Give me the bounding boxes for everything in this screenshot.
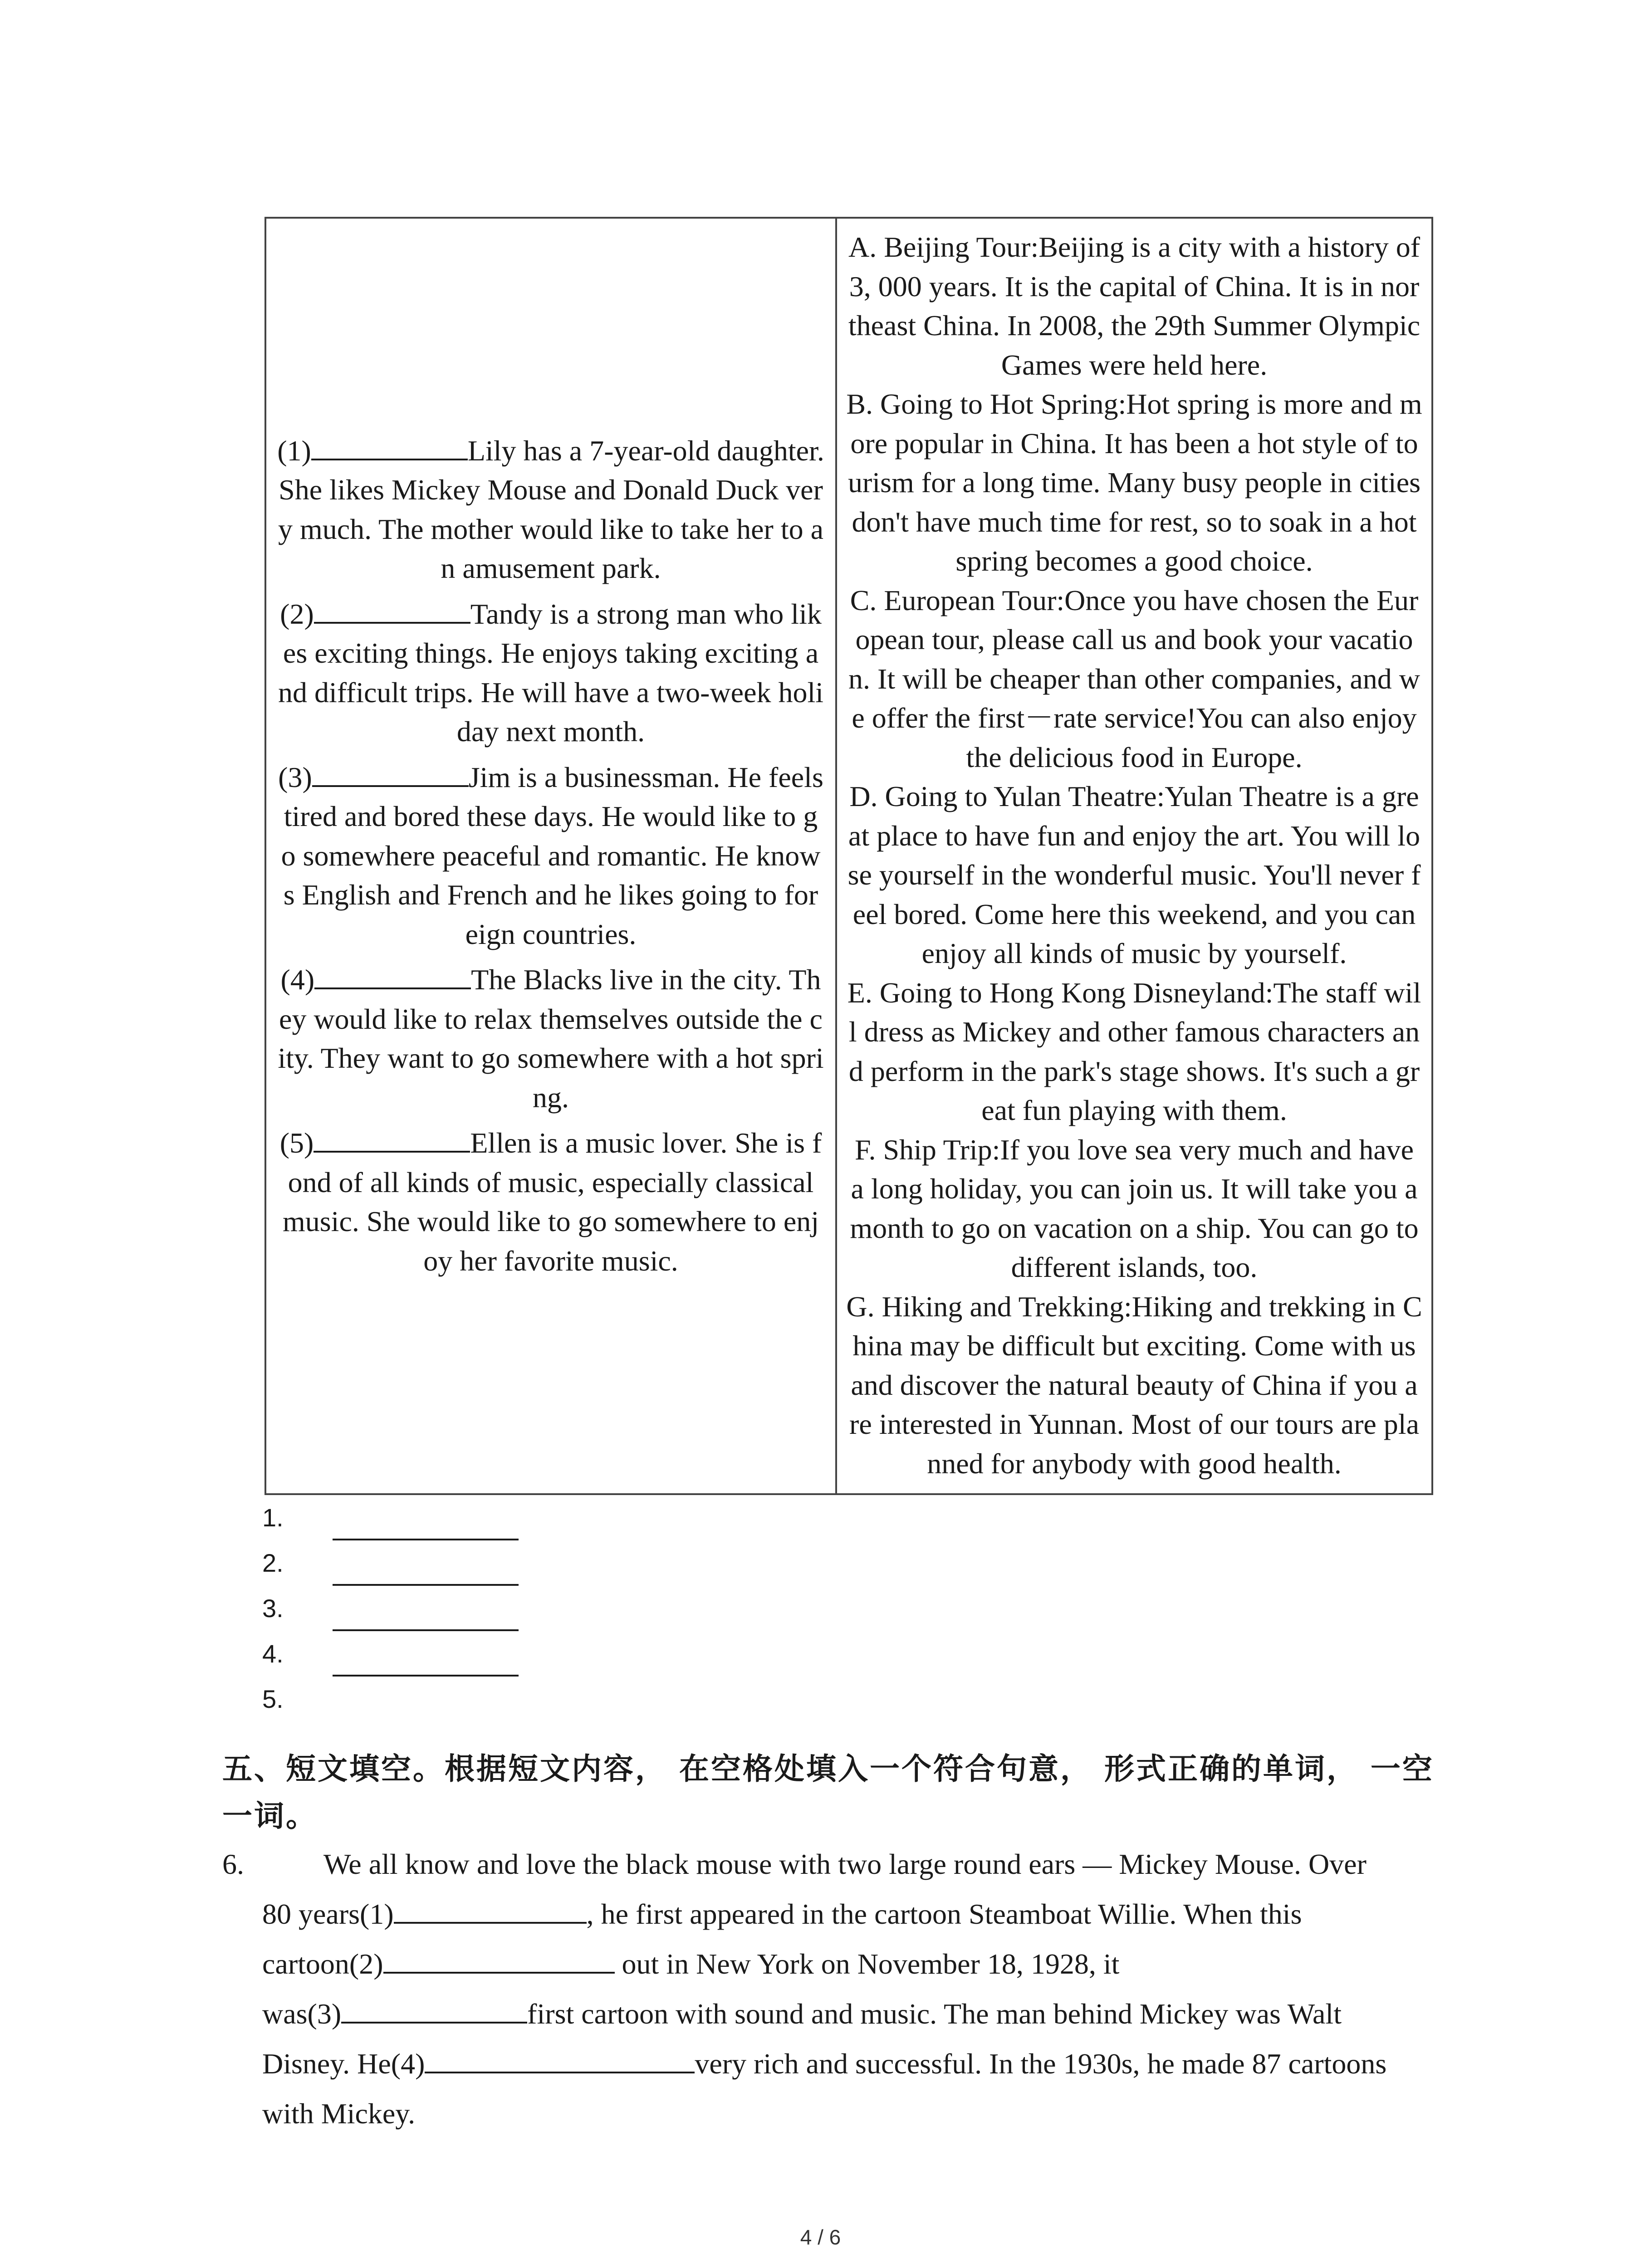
answer-blank[interactable] xyxy=(333,1584,519,1586)
person-item-5 xyxy=(277,1124,824,1281)
option-d: D. Going to Yulan Theatre:Yulan Theatre is a great place to have fun and enjoy the art. You will lose yourself in the wonderful music. You'll never feel bored. Come here this weekend, and you can enjoy all kinds of music by yourself. xyxy=(847,780,1421,969)
item-label: (1) xyxy=(277,434,311,467)
answer-row-4 xyxy=(262,1635,625,1681)
option-a: A. Beijing Tour:Beijing is a city with a history of 3, 000 years. It is the capital of China. It is in northeast China. In 2008, the 29th Summer Olympic Games were held here. xyxy=(848,231,1421,381)
item-text: Ellen is a music lover. She is fond of all kinds of music, especially classical music. She would like to go somewhere to enjoy her favorite music. xyxy=(282,1127,822,1277)
passage-text: 80 years(1) xyxy=(262,1898,394,1930)
matching-table xyxy=(265,217,1433,1495)
person-item-1 xyxy=(277,431,824,588)
option-g: G. Hiking and Trekking:Hiking and trekking in China may be difficult but exciting. Come with us and discover the natural beauty of China if you are interested in Yunnan. Most of our tours are planned for anybody with good health. xyxy=(846,1290,1422,1480)
people-column xyxy=(266,219,837,1493)
passage-text: cartoon(2) xyxy=(262,1948,383,1980)
item-text: Tandy is a strong man who likes exciting things. He enjoys taking exciting and difficult trips. He will have a two-week holiday next month. xyxy=(278,597,824,748)
item-label: (4) xyxy=(280,963,315,996)
options-column xyxy=(837,219,1431,1493)
answer-number: 1. xyxy=(262,1503,284,1532)
person-item-2 xyxy=(277,595,824,752)
answer-blank[interactable] xyxy=(314,598,470,624)
passage-blank-1[interactable] xyxy=(394,1898,587,1924)
answer-blank[interactable] xyxy=(333,1539,519,1540)
passage-line-4 xyxy=(262,1989,1451,2039)
answer-row-2 xyxy=(262,1545,625,1590)
question-number: 6. xyxy=(222,1848,244,1880)
passage-blank-3[interactable] xyxy=(341,1998,527,2024)
answer-number: 4. xyxy=(262,1639,284,1668)
passage-text: , he first appeared in the cartoon Steamboat Willie. When this xyxy=(586,1898,1302,1930)
passage-blank-4[interactable] xyxy=(425,2048,695,2073)
passage-line-5 xyxy=(262,2039,1451,2089)
item-label: (2) xyxy=(280,597,314,630)
item-label: (3) xyxy=(278,761,312,793)
answer-blank[interactable] xyxy=(311,435,468,460)
passage-line-2 xyxy=(262,1889,1451,1939)
answer-blank[interactable] xyxy=(314,1127,470,1153)
section-heading: 五、短文填空。根据短文内容， 在空格处填入一个符合句意， 形式正确的单词， 一空一词。 xyxy=(222,1751,1434,1833)
item-text: Lily has a 7-year-old daughter. She likes Mickey Mouse and Donald Duck very much. The mother would like to take her to an amusement park. xyxy=(278,434,824,585)
passage-text: out in New York on November 18, 1928, it xyxy=(614,1948,1120,1980)
item-text: Jim is a businessman. He feels tired and bored these days. He would like to go somewhere peaceful and romantic. He knows English and French and he likes going to foreign countries. xyxy=(281,761,823,950)
passage xyxy=(262,1839,1451,2139)
passage-line-1: We all know and love the black mouse with two large round ears — Mickey Mouse. Over xyxy=(323,1848,1367,1880)
passage-text: very rich and successful. In the 1930s, he made 87 cartoons xyxy=(695,2048,1387,2080)
passage-line-3 xyxy=(262,1939,1451,1989)
page-number: 4 / 6 xyxy=(800,2225,841,2249)
option-b: B. Going to Hot Spring:Hot spring is more and more popular in China. It has been a hot style of tourism for a long time. Many busy people in cities don't have much time for rest, so to soak in a hot spring becomes a good choice. xyxy=(846,388,1422,577)
answer-list xyxy=(262,1499,625,1726)
item-label: (5) xyxy=(279,1127,314,1159)
option-e: E. Going to Hong Kong Disneyland:The staff will dress as Mickey and other famous characters and perform in the park's stage shows. It's such a great fun playing with them. xyxy=(847,976,1421,1126)
answer-row-1 xyxy=(262,1499,625,1545)
answer-blank[interactable] xyxy=(314,964,471,989)
answer-blank[interactable] xyxy=(333,1675,519,1677)
answer-blank[interactable] xyxy=(312,762,469,787)
answer-number: 3. xyxy=(262,1594,284,1623)
answer-row-3 xyxy=(262,1590,625,1635)
person-item-3 xyxy=(277,758,824,954)
answer-blank[interactable] xyxy=(333,1629,519,1631)
passage-line-6: with Mickey. xyxy=(262,2097,416,2130)
option-c: C. European Tour:Once you have chosen the European tour, please call us and book your vacation. It will be cheaper than other companies, and we offer the first－rate service!You can also enjoy the delicious food in Europe. xyxy=(848,584,1420,773)
answer-row-5 xyxy=(262,1681,625,1726)
answer-number: 2. xyxy=(262,1549,284,1577)
passage-text: Disney. He(4) xyxy=(262,2048,425,2080)
answer-number: 5. xyxy=(262,1685,284,1713)
passage-text: was(3) xyxy=(262,1998,342,2030)
passage-blank-2[interactable] xyxy=(383,1948,615,1974)
option-f: F. Ship Trip:If you love sea very much and have a long holiday, you can join us. It will take you a month to go on vacation on a ship. You can go to different islands, too. xyxy=(850,1133,1419,1283)
passage-text: first cartoon with sound and music. The man behind Mickey was Walt xyxy=(527,1998,1342,2030)
person-item-4 xyxy=(277,960,824,1117)
item-text: The Blacks live in the city. They would like to relax themselves outside the city. They want to go somewhere with a hot spring. xyxy=(278,963,824,1114)
